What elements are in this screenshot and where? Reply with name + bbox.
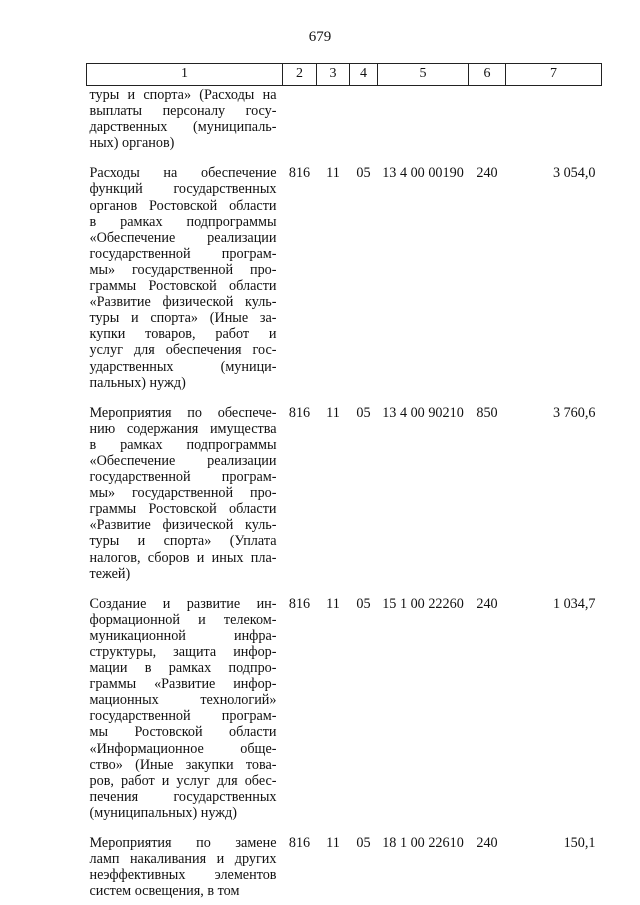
ministry-code: 816	[288, 835, 311, 852]
amount-value: 150,1	[563, 835, 596, 852]
subsection-code: 05	[356, 595, 371, 612]
row-description	[87, 151, 283, 390]
row-description	[87, 821, 283, 899]
description-line: государственной програм-	[89, 708, 277, 725]
table-row	[87, 821, 602, 899]
description-line: систем освещения, в том	[89, 883, 240, 900]
description-line: «Развитие физической куль-	[89, 294, 277, 311]
description-line: ударственных (муници-	[89, 358, 277, 375]
description-line: Создание и развитие ин-	[89, 595, 277, 612]
description-line: неэффективных элементов	[89, 867, 277, 884]
column-number-header-row	[87, 64, 602, 86]
description-line: ламп накаливания и других	[89, 851, 277, 868]
table-row	[87, 582, 602, 821]
description-line: печения государственных	[89, 788, 277, 805]
ministry-code: 816	[288, 595, 311, 612]
description-line: государственной програм-	[89, 245, 277, 262]
amount-value: 3 760,6	[552, 404, 596, 421]
description-line: ных) органов)	[89, 135, 175, 152]
expense-type-code: 240	[476, 835, 498, 852]
description-line: мы Ростовской области	[89, 724, 277, 741]
description-line: органов Ростовской области	[89, 197, 277, 214]
column-header-5: 5	[378, 64, 469, 86]
description-line: мы» государственной про-	[89, 261, 277, 278]
column-header-2: 2	[283, 64, 317, 86]
description-line: формационной и телеком-	[89, 611, 277, 628]
row-description	[87, 391, 283, 582]
expense-type-code: 240	[476, 595, 498, 612]
description-line: «Развитие физической куль-	[89, 517, 277, 534]
description-line: мы» государственной про-	[89, 485, 277, 502]
description-line: «Обеспечение реализации	[89, 229, 277, 246]
expense-type-code: 240	[476, 165, 498, 182]
description-line: тежей)	[89, 565, 131, 582]
row-description	[87, 582, 283, 821]
description-line: Мероприятия по замене	[89, 835, 277, 852]
target-article-code: 13 4 00 00190	[382, 165, 464, 182]
section-code: 11	[326, 404, 340, 421]
column-header-6: 6	[469, 64, 506, 86]
description-line: ство» (Иные закупки това-	[89, 756, 277, 773]
description-line: Расходы на обеспечение	[89, 165, 277, 182]
section-code: 11	[326, 165, 340, 182]
column-header-1: 1	[87, 64, 283, 86]
description-line: (муниципальных) нужд)	[89, 804, 237, 821]
target-article-code: 18 1 00 22610	[382, 835, 464, 852]
amount-value: 3 054,0	[552, 165, 596, 182]
description-line: мации в рамках подпро-	[89, 660, 277, 677]
description-line: купки товаров, работ и	[89, 326, 277, 343]
ministry-code: 816	[288, 404, 311, 421]
description-line: ров, работ и услуг для обес-	[89, 772, 277, 789]
description-line: в рамках подпрограммы	[89, 213, 277, 230]
description-line: «Информационное обще-	[89, 740, 277, 757]
amount-value: 1 034,7	[552, 595, 596, 612]
section-code: 11	[326, 595, 340, 612]
description-line: граммы Ростовской области	[89, 501, 277, 518]
description-line: туры и спорта» (Уплата	[89, 533, 277, 550]
expense-type-code: 850	[476, 404, 498, 421]
description-line: функций государственных	[89, 181, 277, 198]
description-line: туры и спорта» (Расходы на	[89, 87, 277, 103]
description-line: муникационной инфра-	[89, 627, 277, 644]
description-line: услуг для обеспечения гос-	[89, 342, 277, 359]
description-line: «Обеспечение реализации	[89, 452, 277, 469]
section-code: 11	[326, 835, 340, 852]
subsection-code: 05	[356, 835, 371, 852]
target-article-code: 15 1 00 22260	[382, 595, 464, 612]
description-line: структуры, защита инфор-	[89, 644, 277, 660]
description-line: выплаты персоналу госу-	[89, 103, 277, 120]
table-row	[87, 391, 602, 582]
description-line: граммы «Развитие инфор-	[89, 676, 277, 693]
description-line: дарственных (муниципаль-	[89, 119, 277, 136]
ministry-code: 816	[288, 165, 311, 182]
description-line: туры и спорта» (Иные за-	[89, 310, 277, 327]
column-header-4: 4	[350, 64, 378, 86]
row-description	[87, 86, 283, 152]
description-line: налогов, сборов и иных пла-	[89, 549, 277, 566]
target-article-code: 13 4 00 90210	[382, 404, 464, 421]
table-row	[87, 151, 602, 390]
table-row-continuation	[87, 86, 602, 152]
description-line: нию содержания имущества	[89, 420, 277, 437]
description-line: пальных) нужд)	[89, 374, 186, 391]
description-line: Мероприятия по обеспече-	[89, 404, 277, 421]
subsection-code: 05	[356, 165, 371, 182]
description-line: государственной програм-	[89, 469, 277, 486]
budget-table	[86, 63, 602, 899]
page-number: 679	[308, 29, 332, 45]
description-line: мационных технологий»	[89, 692, 277, 709]
description-line: в рамках подпрограммы	[89, 436, 277, 453]
description-line: граммы Ростовской области	[89, 278, 277, 295]
subsection-code: 05	[356, 404, 371, 421]
column-header-7: 7	[506, 64, 602, 86]
column-header-3: 3	[317, 64, 350, 86]
